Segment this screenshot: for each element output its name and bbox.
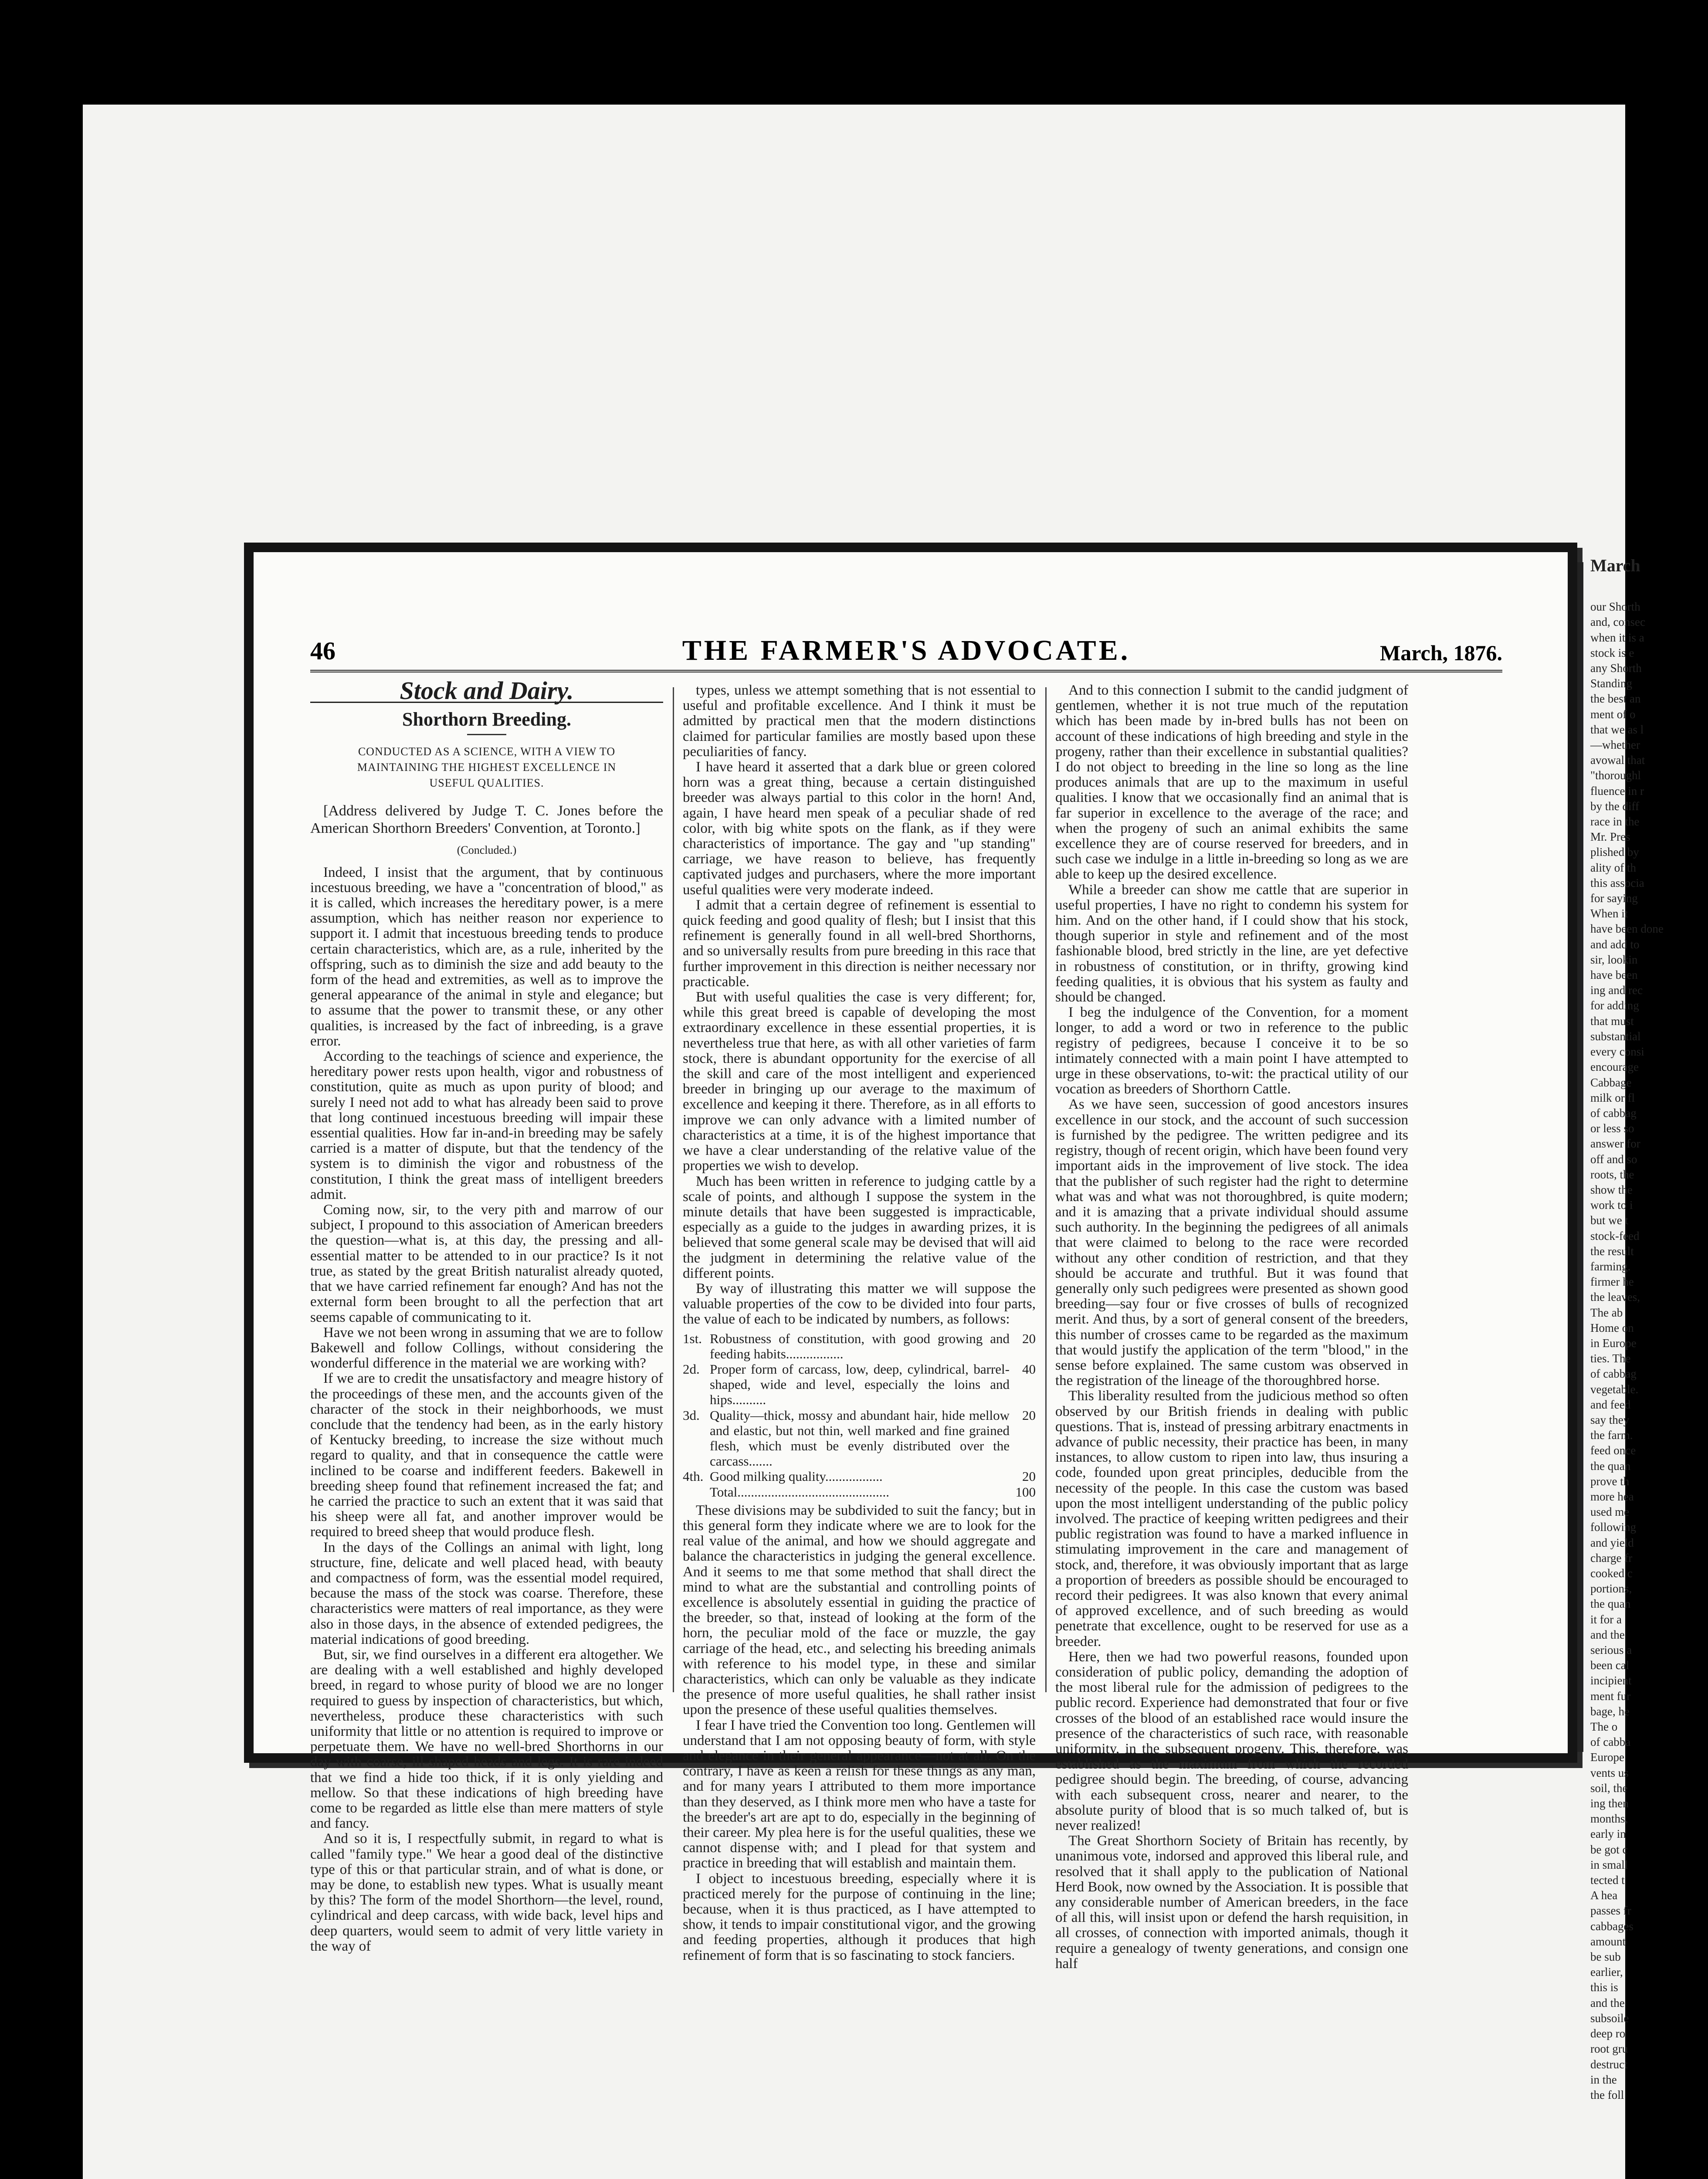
next-page-text-fragment: off and so	[1590, 1152, 1637, 1166]
next-page-text-fragment: Home on	[1590, 1321, 1634, 1334]
next-page-text-fragment: plished by	[1590, 845, 1639, 859]
address-note: [Address delivered by Judge T. C. Jones before the American Shorthorn Breeders' Convention, at Toronto.]	[310, 803, 663, 837]
next-page-text-fragment: and yield	[1590, 1536, 1634, 1549]
next-page-text-fragment: amount	[1590, 1935, 1626, 1948]
next-page-text-fragment: Cabbage	[1590, 1076, 1632, 1089]
next-page-text-fragment: every consi	[1590, 1045, 1644, 1059]
next-page-text-fragment: but we t	[1590, 1214, 1628, 1227]
next-page-text-fragment: The ab	[1590, 1306, 1623, 1319]
column-2-body-bottom	[683, 1503, 1036, 1963]
next-page-text-fragment: and the	[1590, 1628, 1625, 1641]
next-page-text-fragment: race in the	[1590, 815, 1640, 828]
paragraph: Here, then we had two powerful reasons, founded upon consideration of public policy, demanding the adoption of the most liberal rule for the admission of pedigrees to the public record. Experience had demonstrated that four or five crosses of the blood of an established race would insure the presence of the characteristics of such race, with reasonable uniformity, in the subsequent progeny. This, therefore, was established as the maximum from which the recorded pedigree should begin. The breeding, of course, advancing with each subsequent cross, nearer and nearer, to the absolute purity of blood that is so much talked of, but is never realized!	[1055, 1649, 1408, 1834]
paragraph: But with useful qualities the case is very different; for, while this great breed is capable of developing the most extraordinary excellence in these essential properties, it is nevertheless true that here, as with all other varieties of farm stock, there is abundant opportunity for the exercise of all the skill and care of the most intelligent and experienced breeder in bringing up our average to the maximum of excellence and keeping it there. Therefore, as in all efforts to improve we can only advance with a limited number of characteristics at a time, it is of the highest importance that we have a clear understanding of the relative value of the properties we wish to develop.	[683, 989, 1036, 1174]
table-row	[683, 1408, 1036, 1469]
next-page-text-fragment: deep ro	[1590, 2027, 1626, 2040]
next-page-text-fragment: following	[1590, 1521, 1636, 1534]
next-page-text-fragment: incipient	[1590, 1674, 1632, 1687]
next-page-text-fragment: the leaves,	[1590, 1290, 1640, 1304]
next-page-text-fragment: for saying	[1590, 892, 1638, 905]
column-3	[1055, 682, 1408, 1972]
masthead-title: THE FARMER'S ADVOCATE.	[682, 635, 1131, 666]
column-rule	[1045, 687, 1047, 1692]
paragraph: According to the teachings of science and experience, the hereditary power rests upon health, vigor and robustness of constitution, quite as much as upon purity of blood; and surely I need not add to what has already been said to prove that long continued incestuous breeding will impair these essential qualities. How far in-and-in breeding may be safely carried is a matter of dispute, but that the tendency of the system is to diminish the vigor and robustness of the constitution, I think the great mass of intelligent breeders admit.	[310, 1049, 663, 1202]
column-1	[310, 676, 663, 1954]
next-page-text-fragment: The o	[1590, 1720, 1618, 1734]
next-page-text-fragment: ties. The	[1590, 1352, 1631, 1365]
paragraph: As we have seen, succession of good ancestors insures excellence in our stock, and the account of such succession is furnished by the pedigree. The written pedigree and its registry, though of recent origin, which have been found very important aids in the improvement of live stock. The idea that the publisher of such register had the right to determine what was and what was not thoroughbred, is quite modern; and it is amazing that a private individual should assume such authority. In the beginning the pedigrees of all animals that were claimed to belong to the race were recorded without any other condition of restriction, and that they should be accurate and truthful. But it was found that generally only such pedigrees were presented as shown good breeding—say four or five crosses of bulls of recognized merit. And thus, by a sort of general consent of the breeders, this number of crosses came to be regarded as the maximum that would justify the application of the term "blood," in the sense before explained. The same custom was observed in the registration of the lineage of the thoroughbred horse.	[1055, 1096, 1408, 1389]
next-page-text-fragment: by the diff	[1590, 799, 1639, 813]
next-page-text-fragment: or less so	[1590, 1122, 1634, 1135]
next-page-text-fragment: avowal that	[1590, 753, 1645, 767]
next-page-text-fragment: our Shorth	[1590, 600, 1640, 614]
next-page-text-fragment: Mr. Pres	[1590, 830, 1630, 844]
next-page-text-fragment: early in	[1590, 1827, 1626, 1841]
point-number: 3d.	[683, 1407, 700, 1423]
paragraph: I admit that a certain degree of refinement is essential to quick feeding and good quality of flesh; but I insist that this refinement is generally found in all well-bred Shorthorns, and so universally results from pure breeding in this race that further improvement in this direction is neither necessary nor practicable.	[683, 897, 1036, 990]
next-page-text-fragment: firmer he	[1590, 1275, 1634, 1289]
next-page-text-fragment: charge fr	[1590, 1551, 1633, 1565]
page-header	[310, 622, 1502, 672]
next-page-text-fragment: substantial	[1590, 1029, 1641, 1043]
next-page-text-fragment: the foll	[1590, 2088, 1624, 2101]
next-page-text-fragment: any Shorth	[1590, 662, 1642, 675]
next-page-text-fragment: destruct	[1590, 2057, 1628, 2071]
next-page-text-fragment: sir, lookin	[1590, 953, 1638, 966]
next-page-edge	[1590, 556, 1664, 2101]
next-page-text-fragment: be got c	[1590, 1843, 1628, 1856]
next-page-text-fragment: stock-feed	[1590, 1229, 1640, 1242]
point-number	[683, 1484, 710, 1500]
next-page-text-fragment: A hea	[1590, 1889, 1618, 1902]
next-page-text-fragment: "thoroughl	[1590, 769, 1641, 782]
point-value: 20	[1022, 1407, 1036, 1423]
next-page-text-fragment: ing then	[1590, 1797, 1629, 1810]
next-page-text-fragment: months,	[1590, 1812, 1628, 1826]
paragraph: By way of illustrating this matter we will suppose the valuable properties of the cow to be divided into four parts, the value of each to be indicated by numbers, as follows:	[683, 1280, 1036, 1327]
next-page-text-fragment: tected t	[1590, 1874, 1625, 1887]
next-page-text-fragment: Standing	[1590, 677, 1633, 690]
next-page-text-fragment: feed once	[1590, 1444, 1636, 1457]
next-page-text-fragment: and the	[1590, 1996, 1625, 2009]
newspaper-page	[244, 543, 1577, 1972]
next-page-text-fragment: fluence in r	[1590, 784, 1644, 798]
next-page-text-fragment: of cabbag	[1590, 1367, 1637, 1381]
next-page-text-fragment: roots, the	[1590, 1168, 1634, 1181]
next-page-text-fragment: the quan	[1590, 1459, 1631, 1473]
next-page-text-fragment: and feed	[1590, 1398, 1631, 1411]
next-page-text-fragment: When it	[1590, 907, 1628, 920]
next-page-text-fragment: ment fur	[1590, 1689, 1631, 1703]
paragraph: In the days of the Collings an animal with light, long structure, fine, delicate and well placed head, with beauty and compactness of form, was the essential model required, because the mass of the stock was coarse. Therefore, these characteristics were matters of real importance, as they were also in those days, in the absence of extended pedigrees, the material indications of good breeding.	[310, 1539, 663, 1647]
column-2-body-top	[683, 683, 1036, 1327]
paragraph: I beg the indulgence of the Convention, for a moment longer, to add a word or two in reference to the public registry of pedigrees, because I conceive it to be so intimately connected with a main point I have attempted to urge in these observations, to-wit: the practical utility of our vocation as breeders of Shorthorn Cattle.	[1055, 1005, 1408, 1097]
next-page-text-fragment: and add to	[1590, 937, 1640, 951]
column-3-body	[1055, 683, 1408, 1972]
next-page-text-fragment: root gru	[1590, 2042, 1628, 2056]
paragraph: These divisions may be subdivided to suit the fancy; but in this general form they indicate where we are to look for the real value of the animal, and how we should aggregate and balance the characteristics in judging the general excellence. And it seems to me that some method that shall direct the mind to what are the substantial and controlling points of excellence is absolutely essential in guiding the practice of the breeder, so that, instead of looking at the form of the horn, the peculiar mold of the face or muzzle, the gay carriage of the head, etc., and selecting his breeding animals with reference to his model type, in these and similar characteristics, which can only be valuable as they indicate the presence of more useful qualities, he shall rather insist upon the presence of these useful qualities themselves.	[683, 1502, 1036, 1718]
next-page-text-fragment: work to i	[1590, 1198, 1633, 1212]
next-page-text-fragment: say they	[1590, 1413, 1630, 1426]
point-number: 2d.	[683, 1361, 700, 1377]
next-page-text-fragment: this associa	[1590, 876, 1644, 889]
paragraph: I object to incestuous breeding, especially where it is practiced merely for the purpose of continuing in the line; because, when it is thus practiced, as I have attempted to show, it tends to impair constitutional vigor, and the growing and feeding properties, although it produces that high refinement of form that is so fascinating to stock fanciers.	[683, 1870, 1036, 1963]
next-page-text-fragment: in Europe	[1590, 1336, 1637, 1350]
next-page-text-fragment: passes fr	[1590, 1904, 1631, 1918]
scale-of-points-table	[683, 1331, 1036, 1500]
paragraph: I have heard it asserted that a dark blue or green colored horn was a great thing, because a certain distinguished breeder was always partial to this color in the horn! And, again, I have heard men speak of a peculiar shade of red color, with big white spots on the flank, as if they were characteristics of importance. The gay and "up standing" carriage, we have reason to believe, has frequently captivated judges and purchasers, where the more important useful qualities were very moderate indeed.	[683, 759, 1036, 898]
point-description: Total.............................................	[710, 1484, 890, 1500]
next-page-text-fragment: the result	[1590, 1244, 1634, 1258]
next-page-text-fragment: more hea	[1590, 1490, 1634, 1503]
next-page-text-fragment: stock is e	[1590, 646, 1634, 659]
next-page-text-fragment: the best an	[1590, 692, 1641, 706]
next-page-text-fragment: the quan	[1590, 1597, 1631, 1611]
next-page-text-fragment: serious a	[1590, 1643, 1632, 1657]
next-page-text-fragment: have been	[1590, 968, 1638, 982]
column-rule	[673, 687, 674, 1692]
paragraph: Indeed, I insist that the argument, that by continuous incestuous breeding, we have a "concentration of blood," as it is called, which increases the hereditary power, is a mere assumption, which has neither reason nor experience to support it. I admit that incestuous breeding tends to produce certain characteristics, which are, as a rule, inherited by the offspring, such as to diminish the size and add beauty to the form of the head and extremities, as well as to improve the general appearance of the animal in style and elegance; but to assume that the power to transmit these, or any other qualities, is increased by the fact of inbreeding, is a grave error.	[310, 864, 663, 1049]
next-page-text-fragment: show the	[1590, 1183, 1633, 1196]
table-row	[683, 1469, 1036, 1484]
next-page-text-fragment: earlier,	[1590, 1965, 1623, 1979]
issue-date: March, 1876.	[1380, 641, 1502, 665]
paragraph: I fear I have tried the Convention too long. Gentlemen will understand that I am not opposing beauty of form, with style and elegance in their general appearance—not at all. On the contrary, I have as keen a relish for these things as any man, and for many years I attributed to them more importance than they deserved, as I think more men who have a taste for the breeder's art are apt to do, especially in the beginning of their career. My plea here is for the useful qualities, these we cannot dispense with; and I plead for that system and practice in breeding that will establish and maintain them.	[683, 1717, 1036, 1871]
point-description: Robustness of constitution, with good growing and feeding habits.................	[710, 1330, 1010, 1361]
table-row	[683, 1361, 1036, 1408]
paragraph: While a breeder can show me cattle that are superior in useful properties, I have no right to condemn his system for him. And on the other hand, if I could show that his stock, though superior in style and refinement and of the most fashionable blood, bred strictly in the line, are yet defective in robustness of constitution, or in thrifty, growing kind feeding qualities, it is obvious that his system as faulty and should be changed.	[1055, 882, 1408, 1005]
next-page-text-fragment: answer for	[1590, 1137, 1640, 1151]
paragraph: Coming now, sir, to the very pith and marrow of our subject, I propound to this association of American breeders the question—what is, at this day, the pressing and all-essential matter to be attended to in our practice? Is it not true, as stated by the great British naturalist already quoted, that we have carried refinement far enough? And has not the external form been brought to all the perfection that art seems capable of communicating to it.	[310, 1202, 663, 1325]
article-title: Shorthorn Breeding.	[402, 709, 571, 730]
paragraph: Have we not been wrong in assuming that we are to follow Bakewell and follow Collings, without considering the wonderful difference in the material we are working with?	[310, 1324, 663, 1371]
point-description: Quality—thick, mossy and abundant hair, hide mellow and elastic, but not thin, well marked and fine grained flesh, which must be evenly distributed over the carcass.......	[710, 1407, 1010, 1469]
table-row	[683, 1484, 1036, 1500]
paragraph: If we are to credit the unsatisfactory and meagre history of the proceedings of these men, and the accounts given of the character of the stock in their neighborhoods, we must conclude that the tendency had been, as in the early history of Kentucky breeding, to increase the size without much regard to quality, and that in consequence the cattle were inclined to be coarse and indifferent feeders. Bakewell in breeding sheep found that refinement increased the fat; and he carried the practice to such an extent that it was said that his sheep were all fat, and another improver would be required to breed sheep that would produce flesh.	[310, 1371, 663, 1540]
next-page-text-fragment: for adding	[1590, 999, 1639, 1012]
point-description: Proper form of carcass, low, deep, cylindrical, barrel-shaped, wide and level, especially the loins and hips..........	[710, 1361, 1010, 1408]
next-page-text-fragment: soil, the	[1590, 1781, 1628, 1795]
next-page-text-fragment: ment of o	[1590, 707, 1636, 721]
page-number: 46	[310, 637, 336, 665]
next-page-text-fragment: it for a	[1590, 1612, 1622, 1626]
point-value: 20	[1022, 1469, 1036, 1484]
point-value: 20	[1022, 1330, 1036, 1346]
next-page-text-fragment: portions,	[1590, 1582, 1632, 1595]
paragraph: The Great Shorthorn Society of Britain has recently, by unanimous vote, indorsed and approved this liberal rule, and resolved that it shall apply to the publication of National Herd Book, now owned by the Association. It is possible that any considerable number of American breeders, in the face of all this, will insist upon or defend the harsh requisition, in all crosses, of connection with imported animals, though it require a genealogy of twenty generations, and consign one half	[1055, 1833, 1408, 1972]
department-heading: Stock and Dairy.	[310, 683, 663, 703]
next-page-text-fragment: ing and rec	[1590, 984, 1643, 997]
next-page-text-fragment: of cabbag	[1590, 1106, 1637, 1120]
next-page-text-fragment: the farm.	[1590, 1429, 1633, 1442]
next-page-text-fragment: been cal	[1590, 1659, 1630, 1672]
article-columns	[310, 676, 1502, 1972]
next-page-text-fragment: encourage	[1590, 1060, 1639, 1074]
next-page-text-fragment: have been done	[1590, 922, 1664, 936]
next-page-text-fragment: in small	[1590, 1858, 1628, 1871]
point-value: 100	[1015, 1484, 1036, 1500]
paragraph: But, sir, we find ourselves in a different era altogether. We are dealing with a well established and highly developed breed, in regard to whose purity of blood we are no longer required to guess by inspection of characteristics, but which, nevertheless, produce these characteristics with such uniformity that little or no attention is required to improve or perpetuate them. We have no well-bred Shorthorns in our day with coarse, ill-shaped heads and legs. It is rare indeed that we find a hide too thick, if it is only yielding and mellow. So that these indications of high breeding have come to be regarded as little else than mere matters of style and fancy.	[310, 1646, 663, 1832]
next-page-text-fragment: ality of th	[1590, 861, 1636, 874]
next-page-text-fragment: that must	[1590, 1014, 1634, 1028]
next-page-text-fragment: bage, he	[1590, 1704, 1630, 1718]
paragraph: types, unless we attempt something that is not essential to useful and profitable excellence. And I think it must be admitted by practical men that the modern distinctions claimed for particular families are mostly based upon these peculiarities of fancy.	[683, 682, 1036, 760]
article-subtitle: CONDUCTED AS A SCIENCE, WITH A VIEW TO MAINTAINING THE HIGHEST EXCELLENCE IN USEFUL QUALITIES.	[357, 745, 617, 790]
next-page-text-fragment: when it is a	[1590, 631, 1644, 644]
paragraph: Much has been written in reference to judging cattle by a scale of points, and although I suppose the system in the minute details that have been suggested is impracticable, especially as a guide to the judges in awarding prizes, it is believed that some general scale may be devised that will aid the judgment in determining the relative value of the different points.	[683, 1173, 1036, 1281]
column-1-body	[310, 865, 663, 1954]
column-2	[683, 682, 1036, 1963]
next-page-fragments	[1590, 599, 1664, 2103]
next-page-text-fragment: of cabba	[1590, 1735, 1631, 1749]
point-number: 4th.	[683, 1469, 704, 1484]
next-page-text-fragment: vegetable.	[1590, 1382, 1639, 1396]
next-page-text-fragment: Europe	[1590, 1751, 1624, 1764]
point-number: 1st.	[683, 1330, 702, 1346]
next-page-text-fragment: milk or fl	[1590, 1091, 1635, 1104]
next-page-text-fragment: subsoile	[1590, 2011, 1629, 2025]
point-value: 40	[1022, 1361, 1036, 1377]
next-page-text-fragment: cooked c	[1590, 1567, 1633, 1580]
point-description: Good milking quality.................	[710, 1469, 883, 1484]
paragraph: And so it is, I respectfully submit, in regard to what is called "family type." We hear a good deal of the distinctive type of this or that particular strain, and of what is done, or may be done, to establish new types. What is usually meant by this? The form of the model Shorthorn—the level, round, cylindrical and deep carcass, with wide back, level hips and deep quarters, would seem to admit of very little variety in the way of	[310, 1831, 663, 1954]
next-page-text-fragment: in the	[1590, 2073, 1617, 2086]
next-page-text-fragment: —whether	[1590, 738, 1640, 752]
next-page-text-fragment: that we as l	[1590, 723, 1644, 736]
next-page-text-fragment: used me	[1590, 1505, 1630, 1519]
next-page-text-fragment: and, consec	[1590, 615, 1645, 629]
paragraph: This liberality resulted from the judicious method so often observed by our British friends in dealing with public questions. That is, instead of pressing arbitrary enactments in advance of public necessity, their practice has been, in many instances, to allow custom to ripen into law, thus insuring a code, founded upon great principles, deducible from the necessity of the people. In this case the custom was based upon the most intelligent understanding of the public policy involved. The practice of keeping written pedigrees and their public registration was found to have a marked influence in stimulating improvement in the care and management of stock, and, therefore, it was obviously important that as large a proportion of breeders as possible should be encouraged to record their pedigrees. It was also known that every animal of approved excellence, and of such breeding as would penetrate that excellence, ought to be reserved for use as a breeder.	[1055, 1388, 1408, 1650]
page-gutter	[1577, 562, 1583, 1752]
next-page-text-fragment: vents us	[1590, 1766, 1629, 1779]
next-page-text-fragment: be sub	[1590, 1950, 1621, 1964]
concluded-note: (Concluded.)	[457, 844, 517, 857]
paragraph: And to this connection I submit to the candid judgment of gentlemen, whether it is not true much of the reputation which has been made by in-bred bulls has not been on account of these indications of high breeding and style in the progeny, rather than their excellence in substantial qualities? I do not object to breeding in the line so long as the line produces animals that are up to the maximum in useful qualities. I know that we occasionally find an animal that is far superior in excellence to the average of the race; and when the progeny of such an animal exhibits the same excellence they are of course reserved for breeders, and in such case we indulge in a little in-breeding so long as we are able to keep up the desired excellence.	[1055, 682, 1408, 882]
next-page-text-fragment: farming.	[1590, 1259, 1631, 1273]
title-rule	[467, 734, 506, 735]
next-page-text-fragment: prove th	[1590, 1474, 1630, 1488]
table-row	[683, 1331, 1036, 1361]
next-page-text-fragment: cabbages	[1590, 1919, 1633, 1933]
next-page-text-fragment: this is	[1590, 1981, 1618, 1994]
next-page-issue-date: March	[1590, 556, 1640, 575]
